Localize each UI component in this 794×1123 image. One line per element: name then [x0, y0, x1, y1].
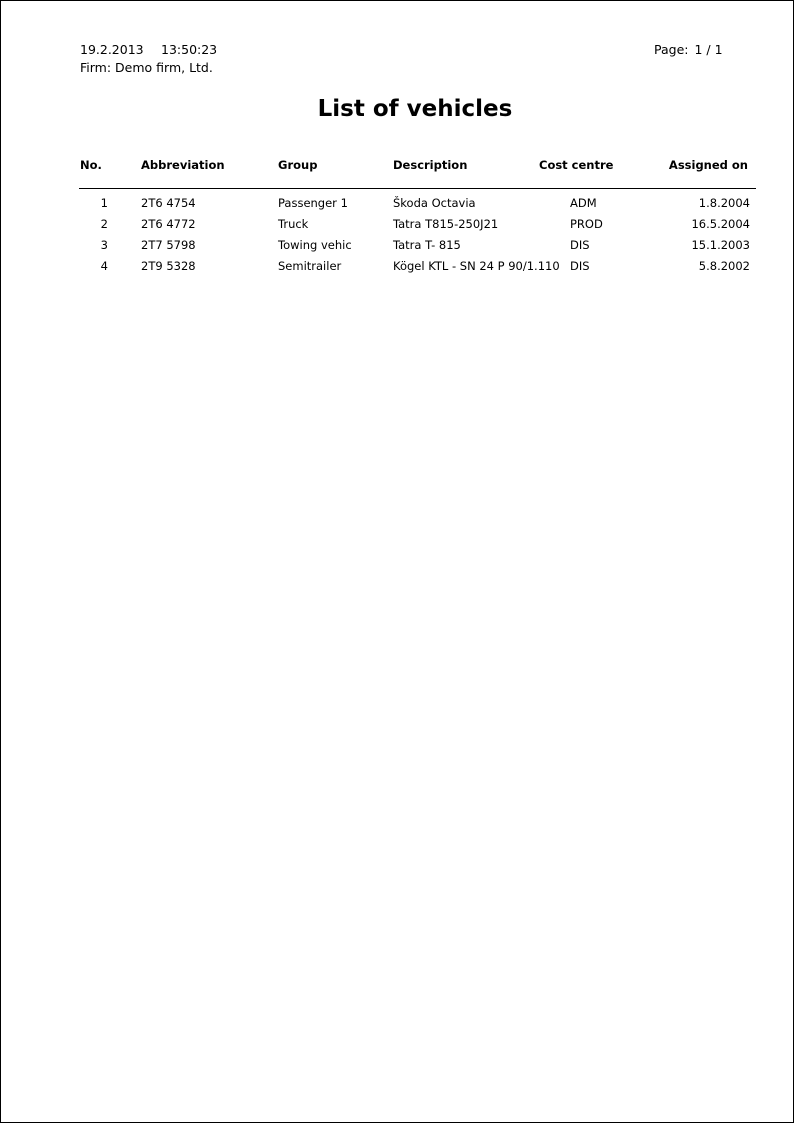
- cell-description: Škoda Octavia: [393, 196, 476, 210]
- print-time: 13:50:23: [161, 42, 218, 57]
- cell-no: 4: [100, 259, 108, 273]
- column-header-assigned-on: Assigned on: [668, 158, 748, 172]
- cell-abbreviation: 2T7 5798: [141, 238, 196, 252]
- cell-assigned-on: 5.8.2002: [698, 259, 750, 273]
- cell-abbreviation: 2T9 5328: [141, 259, 196, 273]
- cell-assigned-on: 16.5.2004: [691, 217, 750, 231]
- cell-cost-centre: DIS: [570, 238, 590, 252]
- table-row: [1, 258, 793, 279]
- cell-description: Tatra T815-250J21: [393, 217, 499, 231]
- cell-group: Truck: [278, 217, 309, 231]
- page-number: 1 / 1: [694, 42, 723, 57]
- column-header-description: Description: [393, 158, 468, 172]
- page-label: Page:: [654, 42, 689, 57]
- cell-abbreviation: 2T6 4772: [141, 217, 196, 231]
- table-row: [1, 216, 793, 237]
- cell-no: 1: [100, 196, 108, 210]
- vehicle-table-body: [1, 195, 793, 279]
- cell-cost-centre: PROD: [570, 217, 603, 231]
- cell-cost-centre: DIS: [570, 259, 590, 273]
- cell-description: Tatra T- 815: [393, 238, 461, 252]
- cell-cost-centre: ADM: [570, 196, 597, 210]
- table-row: [1, 195, 793, 216]
- column-header-group: Group: [278, 158, 318, 172]
- cell-abbreviation: 2T6 4754: [141, 196, 196, 210]
- column-header-no: No.: [80, 158, 102, 172]
- cell-group: Towing vehic: [278, 238, 352, 252]
- cell-assigned-on: 1.8.2004: [698, 196, 750, 210]
- firm-name: Firm: Demo firm, Ltd.: [80, 60, 213, 75]
- header-divider: [79, 188, 756, 189]
- cell-no: 2: [100, 217, 108, 231]
- cell-description: Kögel KTL - SN 24 P 90/1.110: [393, 259, 560, 273]
- print-date: 19.2.2013: [80, 42, 144, 57]
- cell-assigned-on: 15.1.2003: [691, 238, 750, 252]
- page-indicator: [654, 42, 723, 58]
- column-header-cost-centre: Cost centre: [539, 158, 614, 172]
- cell-no: 3: [100, 238, 108, 252]
- table-row: [1, 237, 793, 258]
- cell-group: Passenger 1: [278, 196, 348, 210]
- report-title: List of vehicles: [317, 96, 513, 122]
- cell-group: Semitrailer: [278, 259, 342, 273]
- column-header-abbreviation: Abbreviation: [141, 158, 225, 172]
